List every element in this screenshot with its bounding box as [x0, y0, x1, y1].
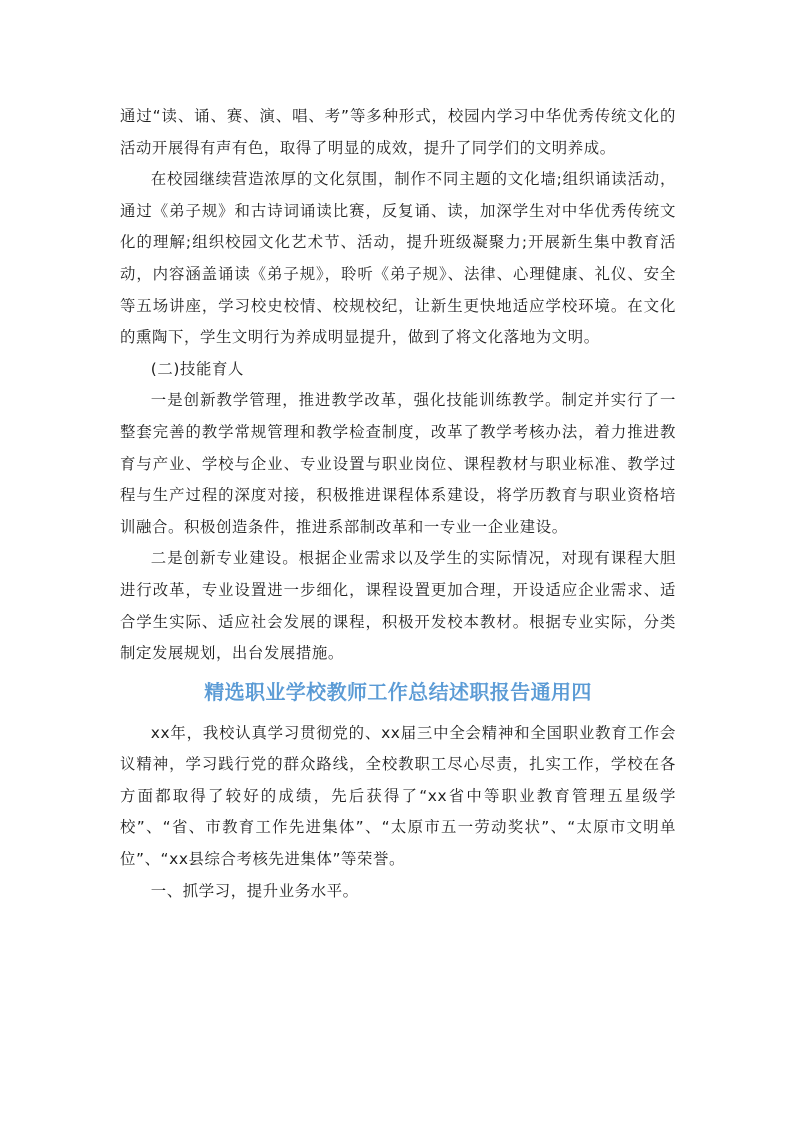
document-page [120, 101, 676, 907]
body-paragraph: 一是创新教学管理，推进教学改革，强化技能训练教学。制定并实行了一整套完善的教学常规管理和教学检查制度，改革了教学考核办法，着力推进教育与产业、学校与企业、专业设置与职业岗位、课程教材与职业标准、教学过程与生产过程的深度对接，积极推进课程体系建设，将学历教育与职业资格培训融合。积极创造条件，推进系部制改革和一专业一企业建设。 [120, 391, 676, 536]
section-subtitle: (二)技能育人 [150, 359, 244, 378]
body-paragraph: 在校园继续营造浓厚的文化氛围，制作不同主题的文化墙;组织诵读活动，通过《弟子规》和古诗词诵读比赛，反复诵、读，加深学生对中华优秀传统文化的理解;组织校园文化艺术节、活动，提升班级凝聚力;开展新生集中教育活动，内容涵盖诵读《弟子规》，聆听《弟子规》、法律、心理健康、礼仪、安全等五场讲座，学习校史校情、校规校纪，让新生更快地适应学校环境。在文化的熏陶下，学生文明行为养成明显提升，做到了将文化落地为文明。 [120, 170, 676, 347]
body-paragraph: 通过“读、诵、赛、演、唱、考”等多种形式，校园内学习中华优秀传统文化的活动开展得有声有色，取得了明显的成效，提升了同学们的文明养成。 [120, 107, 676, 157]
section-heading: 精选职业学校教师工作总结述职报告通用四 [204, 679, 592, 704]
body-paragraph: xx年，我校认真学习贯彻党的、xx届三中全会精神和全国职业教育工作会议精神，学习践行党的群众路线，全校教职工尽心尽责，扎实工作，学校在各方面都取得了较好的成绩，先后获得了“xx省中等职业教育管理五星级学校”、“省、市教育工作先进集体”、“太原市五一劳动奖状”、“太原市文明单位”、“xx县综合考核先进集体”等荣誉。 [120, 723, 676, 869]
body-paragraph: 二是创新专业建设。根据企业需求以及学生的实际情况，对现有课程大胆进行改革，专业设置进一步细化，课程设置更加合理，开设适应企业需求、适合学生实际、适应社会发展的课程，积极开发校本教材。根据专业实际，分类制定发展规划，出台发展措施。 [120, 549, 676, 663]
body-paragraph: 一、抓学习，提升业务水平。 [150, 881, 359, 900]
